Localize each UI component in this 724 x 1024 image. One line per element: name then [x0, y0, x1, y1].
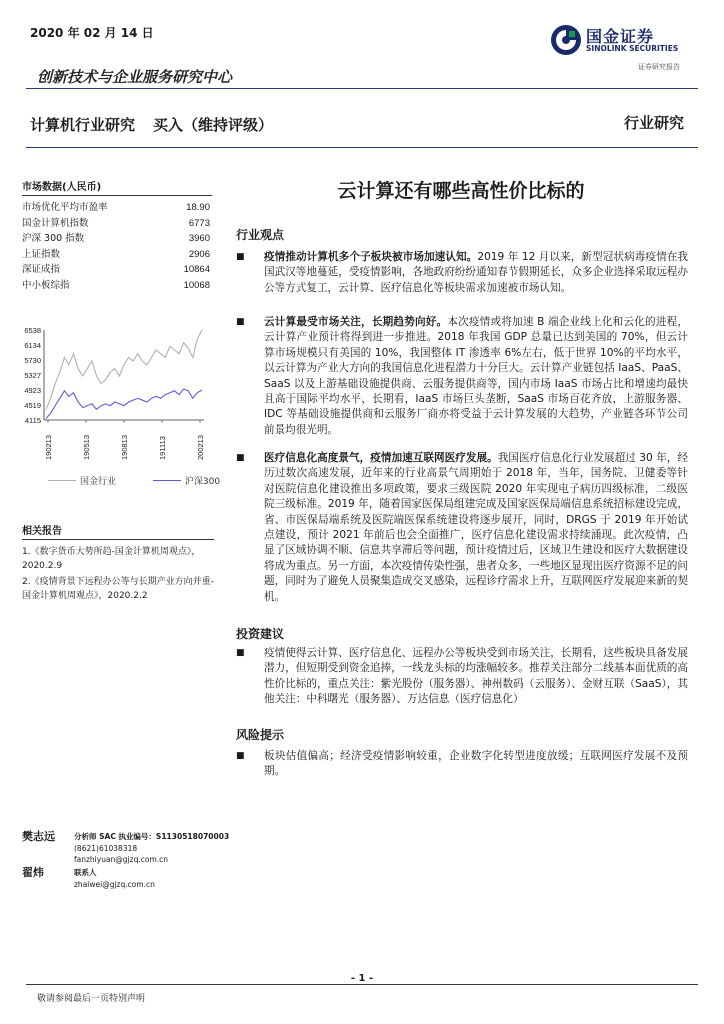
market-value: 3960 — [188, 233, 210, 244]
author-info — [74, 831, 229, 866]
market-row — [22, 278, 212, 294]
author-phone: (8621)61038318 — [74, 843, 138, 853]
market-value: 6773 — [188, 217, 210, 229]
market-value: 2906 — [188, 248, 210, 260]
bullet-icon: ■ — [236, 317, 245, 327]
x-tick-label: 190213 — [44, 434, 53, 460]
author-email[interactable]: zhaiwei@gjzq.com.cn — [74, 879, 155, 889]
report-heading — [30, 114, 291, 135]
y-tick-label: 5730 — [24, 356, 41, 366]
y-tick-label: 4115 — [24, 416, 41, 425]
market-value: 10864 — [183, 264, 210, 275]
market-row — [22, 262, 212, 278]
x-tick-label: 190813 — [120, 434, 129, 460]
logo-mark-icon — [550, 24, 582, 56]
author-name: 樊志远 — [22, 830, 55, 843]
paragraph-2 — [236, 315, 688, 438]
header-divider — [26, 88, 698, 89]
author-info — [74, 867, 155, 890]
invest-body: 疫情使得云计算、医疗信息化、远程办公等板块受到市场关注，长期看，这些板块具备发展潜力，但短期受到资金追捧，一线龙头标的均涨幅较多。推荐关注部分二线基本面优质的高性价比标的，重点关注：紫光股份（服务器）、神州数码（云服务）、金财互联（SaaS），其他关注：中科曙光（服务器）、万达信息（医疗信息化） — [264, 647, 688, 706]
paragraph-3 — [236, 451, 688, 605]
x-tick-label: 200213 — [196, 434, 205, 460]
risk-body: 板块估值偏高；经济受疫情影响较重，企业数字化转型进度放缓；互联网医疗发展不及预期。 — [264, 750, 688, 778]
author-cert: 分析师 SAC 执业编号：S1130518070003 — [74, 832, 230, 841]
bullet-icon: ■ — [236, 252, 245, 262]
p3-body: 我国医疗信息化行业发展超过 30 年，经历过数次高速发展，近年来的行业高景气周期始于 2018 年，当年，国务院、卫健委等针对医院信息化建设推出多项政策，要求三级医院 2020 年实现电子病历四级标准，二级医院三级标准。2019 年，随着国家医保局组建完成及国家医保局端信息系统招标建设完成，省、市医保局端系统及医院端医保系统建设将逐步展开，同时，DRGS 于 2019 年开始试点建设，预计 2021 年前后也会全面推广，医疗信息化建设需求持续涌现。此次疫情，凸显了区域协调不顺、信息共享滞后等问题，预计疫情过后，区域卫生建设和医疗大数据建设将成为重点。另一方面，本次疫情传染性强，患者众多，一些地区显现出医疗资源不足的问题，同时为了避免人员聚集造成交叉感染，远程诊疗需求上升，互联网医疗发展迎来新的契机。 — [264, 452, 688, 603]
footer-divider — [26, 984, 698, 985]
logo-name: 国金证券 — [586, 27, 655, 46]
p2-lead: 云计算最受市场关注，长期趋势向好。 — [264, 316, 448, 328]
company-logo — [550, 22, 700, 62]
related-report-link[interactable]: 2.《疫情背景下远程办公等与长期产业方向并重-国金计算机周观点》，2020.2.2 — [22, 577, 214, 601]
logo-tagline: 证券研究报告 — [638, 63, 680, 71]
related-reports — [22, 522, 214, 605]
chart-svg — [20, 325, 210, 465]
market-label: 沪深 300 指数 — [22, 233, 85, 244]
market-row — [22, 231, 212, 247]
legend-label: 国金行业 — [80, 477, 117, 487]
p1-lead: 疫情推动计算机多个子板块被市场加速认知。 — [264, 251, 478, 263]
legend-label: 沪深300 — [184, 477, 221, 487]
market-value: 10068 — [183, 279, 210, 291]
y-tick-label: 4923 — [24, 385, 41, 395]
market-data-panel — [22, 178, 212, 293]
x-tick-label: 191113 — [158, 436, 167, 460]
market-row — [22, 200, 212, 216]
section-heading-invest: 投资建议 — [236, 627, 285, 641]
chart-legend — [48, 474, 254, 487]
market-label: 中小板综指 — [22, 279, 70, 291]
author-email[interactable]: fanzhiyuan@gjzq.com.cn — [74, 855, 169, 864]
p3-lead: 医疗信息化高度景气，疫情加速互联网医疗发展。 — [264, 452, 498, 464]
report-category: 行业研究 — [623, 114, 684, 132]
footer-disclaimer: 敬请参阅最后一页特别声明 — [37, 994, 146, 1004]
paragraph-invest — [236, 646, 688, 708]
market-data-title: 市场数据(人民币) — [22, 178, 212, 196]
report-type: 计算机行业研究 — [30, 116, 136, 134]
header-divider-2 — [26, 147, 698, 148]
p2-body: 本次疫情或将加速 B 端企业线上化和云化的进程，云计算产业预计将得到进一步推进。2018 年我国 GDP 总量已达到美国的 70%，但云计算市场规模只有美国的 10%，我国整体 IT 渗透率 6%左右，低于世界 10%的平均水平，以云计算为产业大方向的我国信息化进程潜力十分巨大。云计算产业链包括 IaaS、PaaS、SaaS 以及上游基础设施提供商、云服务提供商等，国内市场 IaaS 市场占比和增速均最快且高于国际平均水平，长期看，IaaS 市场巨头垄断，SaaS 市场百花齐放，上游服务器、IDC 等基础设施提供商和云服务厂商亦将受益于云计算发展的大趋势，产业链各环节公司前景均很光明。 — [264, 316, 688, 436]
author-name: 翟炜 — [22, 866, 44, 879]
market-label: 深证成指 — [22, 264, 61, 275]
bullet-icon: ■ — [236, 648, 245, 658]
p1-body: 2019 年 12 月以来，新型冠状病毒疫情在我国武汉等地蔓延，受疫情影响，各地政府纷纷通知春节假期延长，众多企业选择采取远程办公等方式复工，云计算、医疗信息化等板块需求加速被市场认知。 — [264, 251, 689, 294]
y-tick-label: 5327 — [24, 370, 41, 380]
section-heading-risk: 风险提示 — [236, 728, 285, 742]
market-row — [22, 247, 212, 263]
market-row — [22, 216, 212, 232]
market-label: 上证指数 — [22, 248, 61, 260]
paragraph-1 — [236, 250, 688, 296]
page-number: - 1 - — [350, 973, 374, 984]
y-tick-label: 6538 — [24, 326, 41, 335]
logo-english: SINOLINK SECURITIES — [586, 44, 679, 53]
related-title: 相关报告 — [22, 522, 214, 540]
market-label: 市场优化平均市盈率 — [22, 202, 108, 213]
market-label: 国金计算机指数 — [22, 217, 89, 229]
series-line — [46, 389, 202, 419]
author-role: 联系人 — [74, 868, 97, 877]
legend-item — [153, 474, 220, 487]
report-date: 2020 年 02 月 14 日 — [30, 26, 154, 40]
related-report-link[interactable]: 1.《数字货币大势所趋-国金计算机周观点》，2020.2.9 — [22, 547, 201, 571]
main-title: 云计算还有哪些高性价比标的 — [337, 180, 585, 202]
rating: 买入（维持评级） — [153, 116, 274, 134]
series-line — [46, 330, 202, 409]
bullet-icon: ■ — [236, 453, 245, 463]
market-value: 18.90 — [186, 202, 210, 213]
paragraph-risk — [236, 749, 688, 780]
legend-item — [48, 474, 116, 487]
index-chart — [20, 325, 210, 465]
y-tick-label: 4519 — [24, 400, 41, 410]
research-center: 创新技术与企业服务研究中心 — [37, 68, 233, 86]
bullet-icon: ■ — [236, 751, 245, 761]
y-tick-label: 6134 — [24, 341, 41, 351]
section-heading-view: 行业观点 — [236, 228, 285, 242]
x-tick-label: 190513 — [82, 434, 91, 460]
